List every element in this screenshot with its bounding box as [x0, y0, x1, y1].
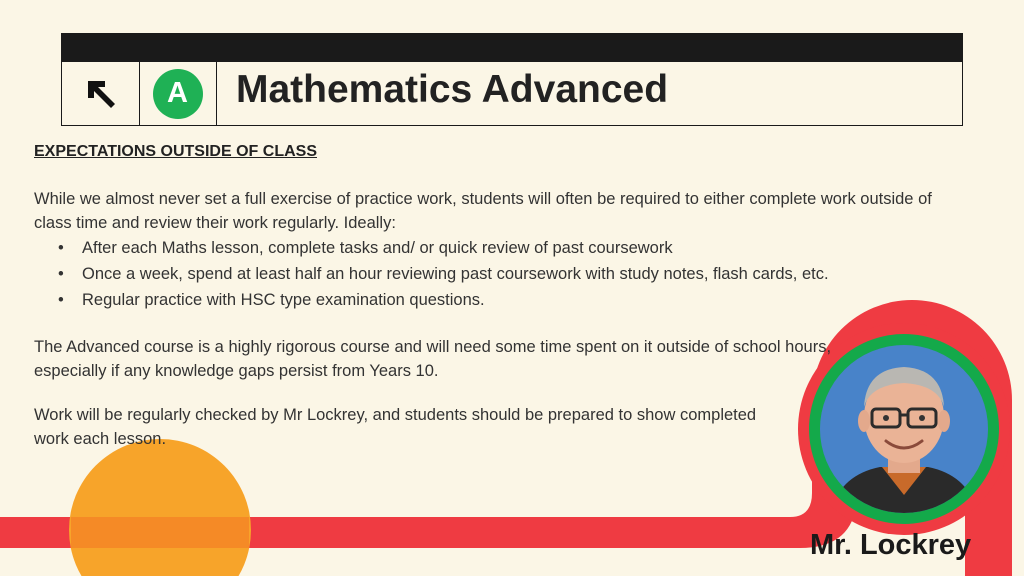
section-heading: EXPECTATIONS OUTSIDE OF CLASS	[34, 143, 317, 160]
list-item: • After each Maths lesson, complete tasks and/ or quick review of past coursework	[58, 235, 829, 261]
list-item: • Regular practice with HSC type examination questions.	[58, 287, 829, 313]
teacher-name: Mr. Lockrey	[810, 529, 972, 561]
orange-circle	[69, 439, 251, 576]
course-paragraph: The Advanced course is a highly rigorous course and will need some time spent on it outside of school hours, especially if any knowledge gaps persist from Years 10.	[34, 338, 832, 380]
expectations-list	[58, 235, 829, 313]
arrow-up-left-icon	[83, 76, 119, 112]
page-title: Mathematics Advanced	[236, 68, 669, 111]
header-bar	[62, 34, 962, 62]
orange-red-overlap	[71, 517, 249, 548]
teacher-photo	[820, 345, 988, 513]
checking-paragraph: Work will be regularly checked by Mr Lockrey, and students should be prepared to show completed work each lesson.	[34, 406, 757, 448]
intro-paragraph: While we almost never set a full exercise of practice work, students will often be required to either complete work outside of class time and review their work regularly. Ideally:	[34, 190, 932, 232]
arrow-cell	[62, 62, 140, 125]
course-badge: A	[153, 69, 203, 119]
list-item: • Once a week, spend at least half an hour reviewing past coursework with study notes, flash cards, etc.	[58, 261, 829, 287]
badge-cell	[139, 62, 217, 125]
header	[61, 33, 963, 126]
teacher-portrait	[820, 345, 988, 513]
